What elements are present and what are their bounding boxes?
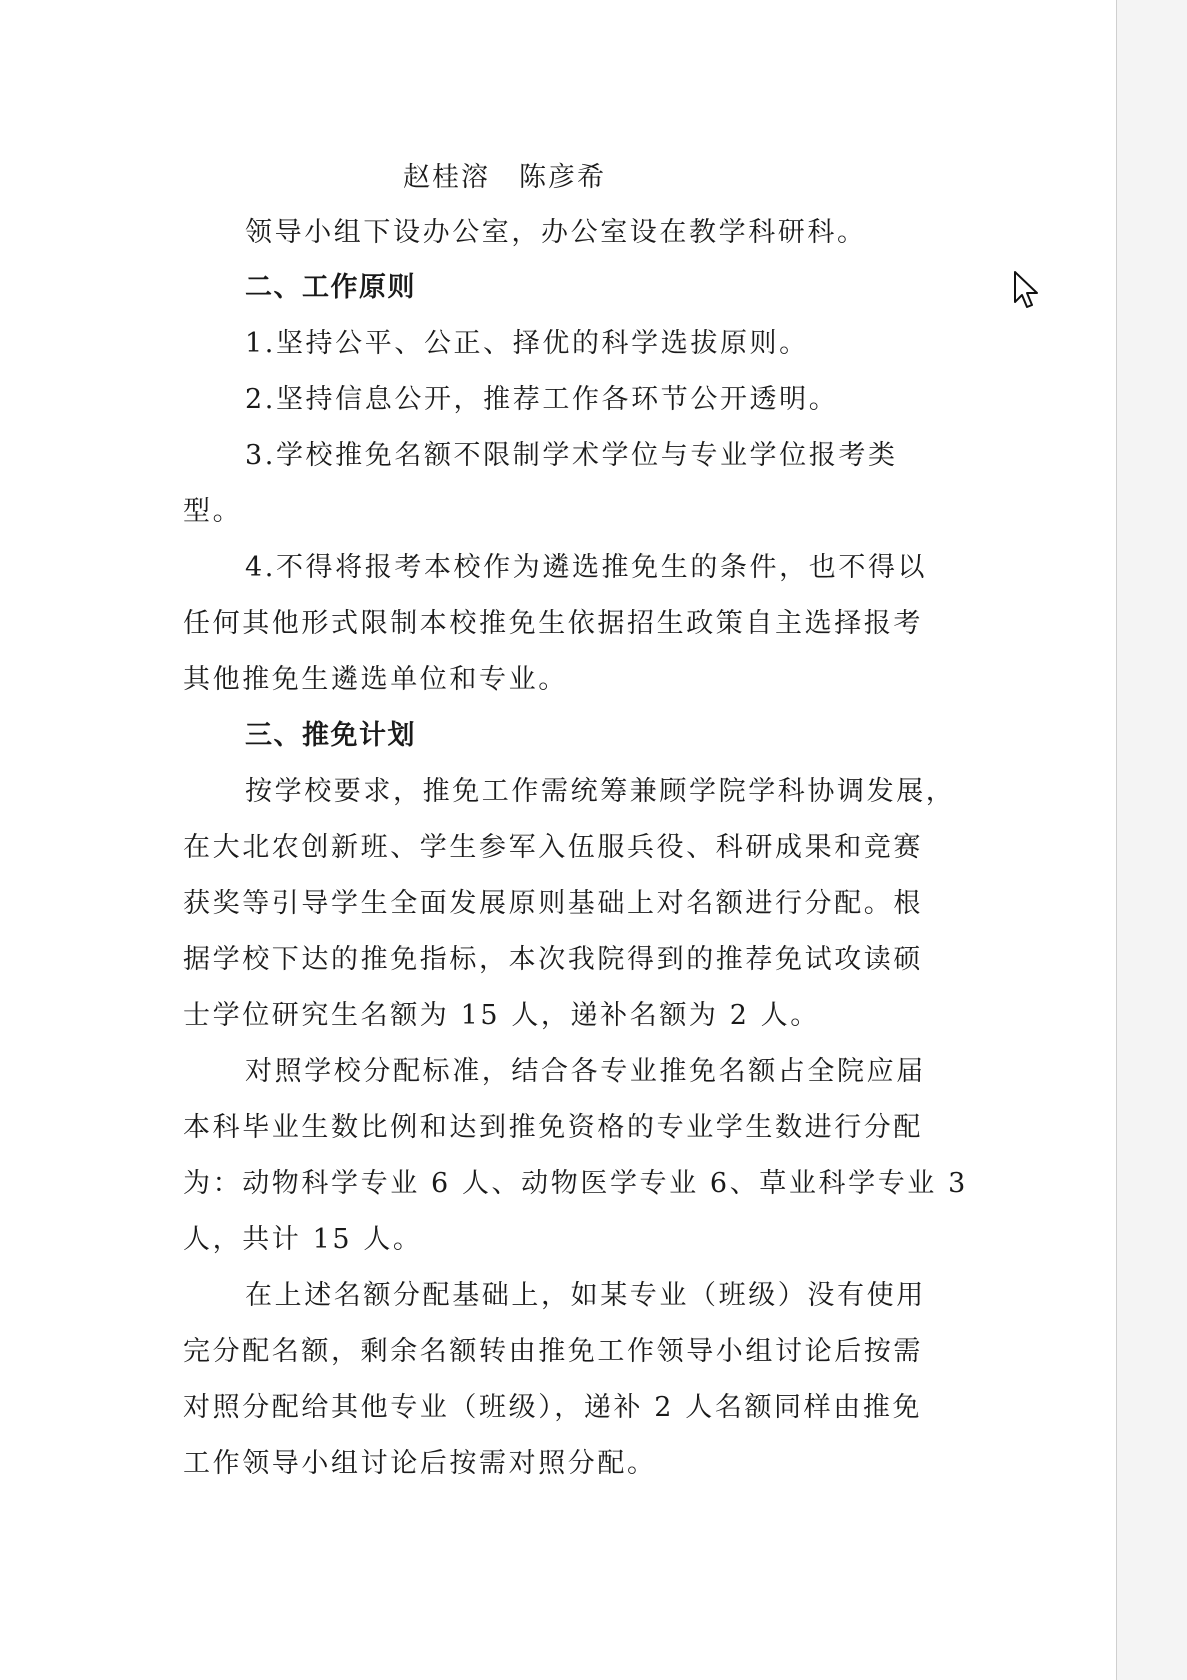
plan-paragraph-2-line-3: 为：动物科学专业 6 人、动物医学专业 6、草业科学专业 3 [183, 1168, 968, 1199]
plan-paragraph-1-line-5: 士学位研究生名额为 15 人，递补名额为 2 人。 [183, 1000, 820, 1031]
section-heading-work-principles: 二、工作原则 [245, 272, 416, 303]
principle-4-line-2: 任何其他形式限制本校推免生依据招生政策自主选择报考 [183, 608, 923, 639]
plan-paragraph-2-line-4: 人，共计 15 人。 [183, 1224, 423, 1255]
principle-2: 2.坚持信息公开，推荐工作各环节公开透明。 [245, 384, 839, 415]
committee-names-line: 赵桂溶 陈彦希 [403, 162, 606, 193]
plan-paragraph-1-line-3: 获奖等引导学生全面发展原则基础上对名额进行分配。根 [183, 888, 923, 919]
plan-paragraph-1-line-1: 按学校要求，推免工作需统筹兼顾学院学科协调发展， [245, 776, 956, 807]
office-line: 领导小组下设办公室，办公室设在教学科研科。 [245, 217, 867, 248]
plan-paragraph-2-line-2: 本科毕业生数比例和达到推免资格的专业学生数进行分配 [183, 1112, 923, 1143]
plan-paragraph-3-line-1: 在上述名额分配基础上，如某专业（班级）没有使用 [245, 1280, 926, 1311]
principle-4-line-1: 4.不得将报考本校作为遴选推免生的条件，也不得以 [245, 552, 928, 583]
viewer-side-panel [1116, 0, 1187, 1680]
principle-3-line-2: 型。 [183, 496, 243, 527]
plan-paragraph-3-line-4: 工作领导小组讨论后按需对照分配。 [183, 1448, 657, 1479]
plan-paragraph-3-line-3: 对照分配给其他专业（班级），递补 2 人名额同样由推免 [183, 1392, 923, 1423]
arrow-cursor-icon [1013, 270, 1041, 310]
principle-1: 1.坚持公平、公正、择优的科学选拔原则。 [245, 328, 809, 359]
section-heading-recommendation-plan: 三、推免计划 [245, 720, 416, 751]
plan-paragraph-1-line-4: 据学校下达的推免指标，本次我院得到的推荐免试攻读硕 [183, 944, 923, 975]
principle-3-line-1: 3.学校推免名额不限制学术学位与专业学位报考类 [245, 440, 898, 471]
principle-4-line-3: 其他推免生遴选单位和专业。 [183, 664, 568, 695]
plan-paragraph-1-line-2: 在大北农创新班、学生参军入伍服兵役、科研成果和竞赛 [183, 832, 923, 863]
plan-paragraph-2-line-1: 对照学校分配标准，结合各专业推免名额占全院应届 [245, 1056, 926, 1087]
plan-paragraph-3-line-2: 完分配名额，剩余名额转由推免工作领导小组讨论后按需 [183, 1336, 923, 1367]
